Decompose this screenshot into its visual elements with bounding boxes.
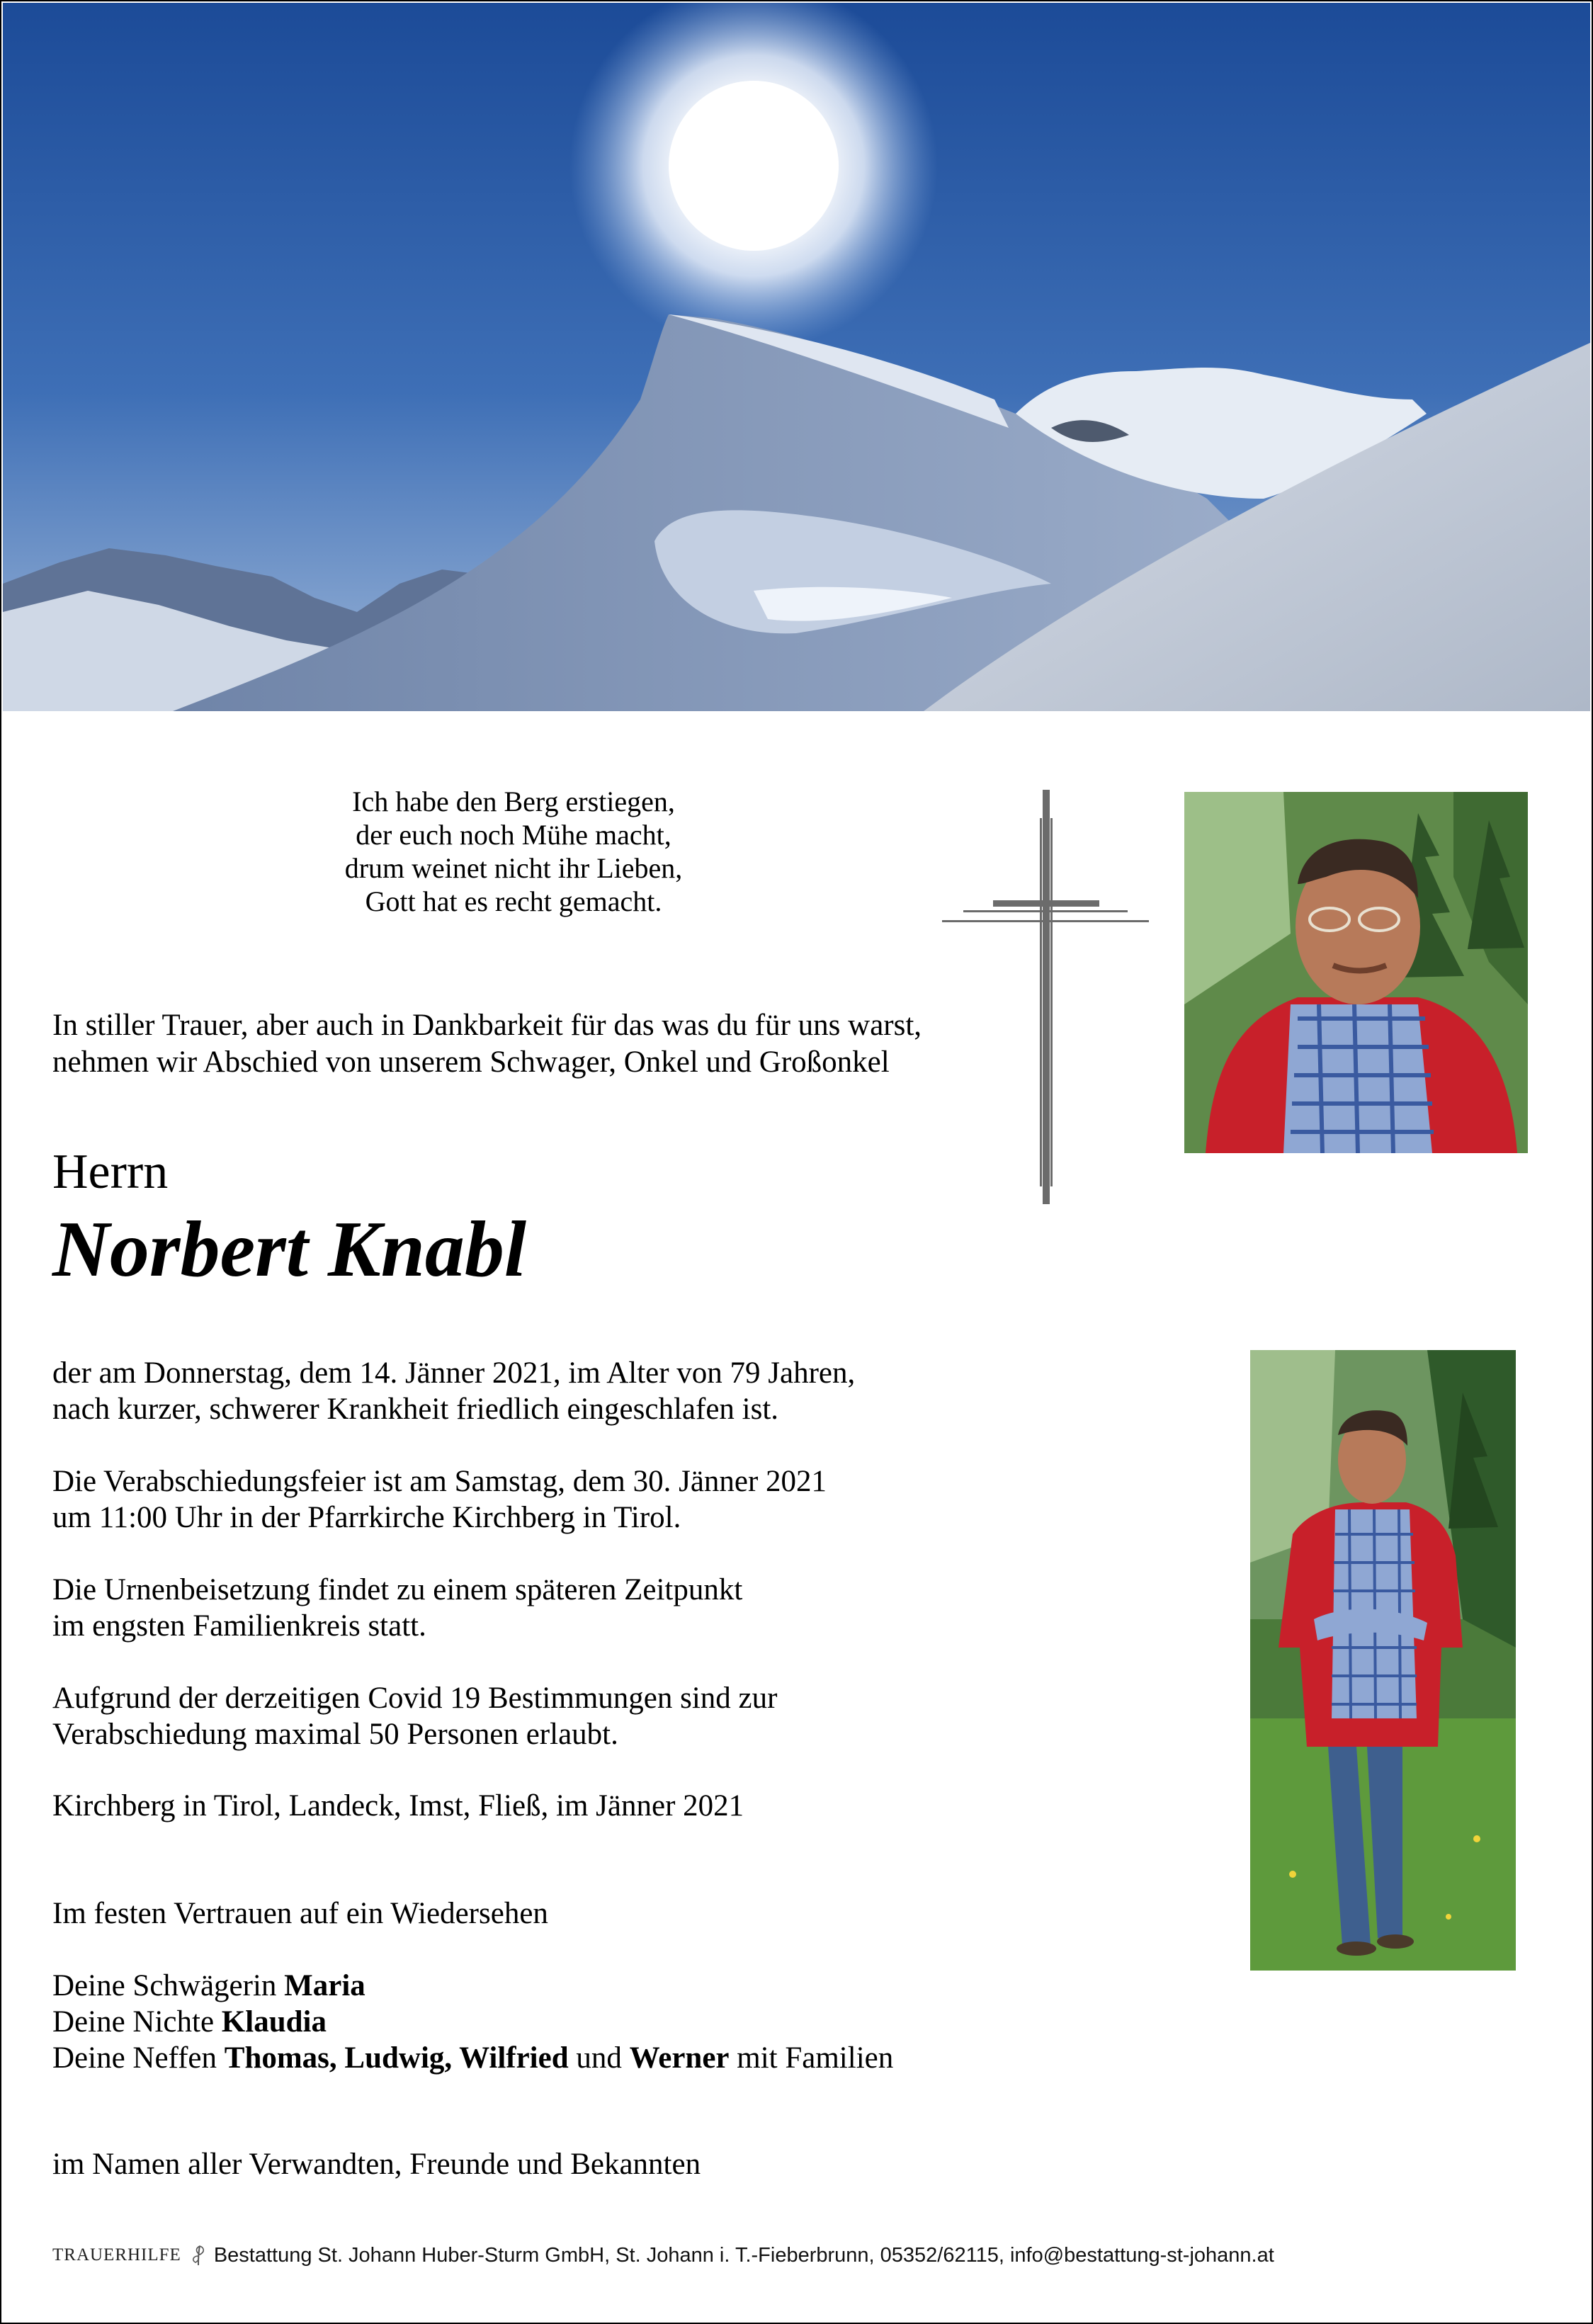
mourner-line — [52, 1968, 893, 2004]
poem-line: Gott hat es recht gemacht. — [365, 885, 662, 917]
closing-line: im Namen aller Verwandten, Freunde und Bekannten — [52, 2148, 701, 2181]
mourner-relation: Deine Neffen — [52, 2041, 225, 2075]
faith-line — [52, 1895, 548, 1932]
intro-text — [52, 1007, 922, 1081]
intro-line: In stiller Trauer, aber auch in Dankbarkeit für das was du für uns warst, — [52, 1009, 922, 1042]
paragraph-line: Die Verabschiedungsfeier ist am Samstag, dem 30. Jänner 2021 — [52, 1465, 827, 1498]
mourner-name: Maria — [284, 1969, 365, 2002]
leaf-icon — [190, 2242, 207, 2269]
salutation: Herrn — [52, 1145, 169, 1199]
ceremony-paragraph — [52, 1463, 827, 1536]
footer-contact-info: Bestattung St. Johann Huber-Sturm GmbH, St. Johann i. T.-Fieberbrunn, 05352/62115, info@bestattung-st-johann.at — [213, 2243, 1274, 2267]
paragraph-line: im engsten Familienkreis statt. — [52, 1609, 426, 1643]
deceased-name: Norbert Knabl — [52, 1206, 526, 1293]
poem-line: Ich habe den Berg erstiegen, — [352, 786, 675, 817]
poem — [269, 785, 758, 918]
header-mountain-photo — [3, 3, 1590, 711]
mourner-name: Werner — [629, 2041, 730, 2075]
paragraph-line: Kirchberg in Tirol, Landeck, Imst, Fließ, im Jänner 2021 — [52, 1789, 744, 1823]
poem-line: drum weinet nicht ihr Lieben, — [344, 852, 683, 884]
poem-line: der euch noch Mühe macht, — [356, 819, 671, 851]
paragraph-line: der am Donnerstag, dem 14. Jänner 2021, im Alter von 79 Jahren, — [52, 1356, 856, 1390]
intro-line: nehmen wir Abschied von unserem Schwager, Onkel und Großonkel — [52, 1045, 890, 1079]
footer-brand: TRAUERHILFE — [52, 2245, 181, 2265]
mourner-name: Klaudia — [221, 2005, 327, 2039]
portrait-photo — [1184, 792, 1528, 1153]
paragraph-line: Im festen Vertrauen auf ein Wiedersehen — [52, 1897, 548, 1930]
death-notice-paragraph — [52, 1355, 855, 1427]
mourner-suffix: mit Familien — [729, 2041, 894, 2075]
place-date-line — [52, 1788, 744, 1824]
paragraph-line: nach kurzer, schwerer Krankheit friedlich eingeschlafen ist. — [52, 1393, 779, 1426]
mourners-list — [52, 1968, 893, 2076]
mourner-connector: und — [568, 2041, 630, 2075]
footer — [52, 2241, 1274, 2269]
mourner-relation: Deine Schwägerin — [52, 1969, 285, 2002]
paragraph-line: Verabschiedung maximal 50 Personen erlaubt. — [52, 1718, 618, 1751]
mourner-relation: Deine Nichte — [52, 2005, 222, 2039]
mourner-line — [52, 2004, 893, 2040]
paragraph-line: Aufgrund der derzeitigen Covid 19 Bestimmungen sind zur — [52, 1682, 778, 1715]
mourner-line — [52, 2040, 893, 2076]
full-body-photo — [1250, 1350, 1516, 1971]
covid-paragraph — [52, 1680, 777, 1752]
latin-cross-icon — [942, 790, 1149, 1204]
mourner-name: Thomas, Ludwig, Wilfried — [224, 2041, 569, 2075]
paragraph-line: um 11:00 Uhr in der Pfarrkirche Kirchberg in Tirol. — [52, 1501, 681, 1534]
burial-paragraph — [52, 1572, 742, 1644]
paragraph-line: Die Urnenbeisetzung findet zu einem späteren Zeitpunkt — [52, 1573, 743, 1606]
